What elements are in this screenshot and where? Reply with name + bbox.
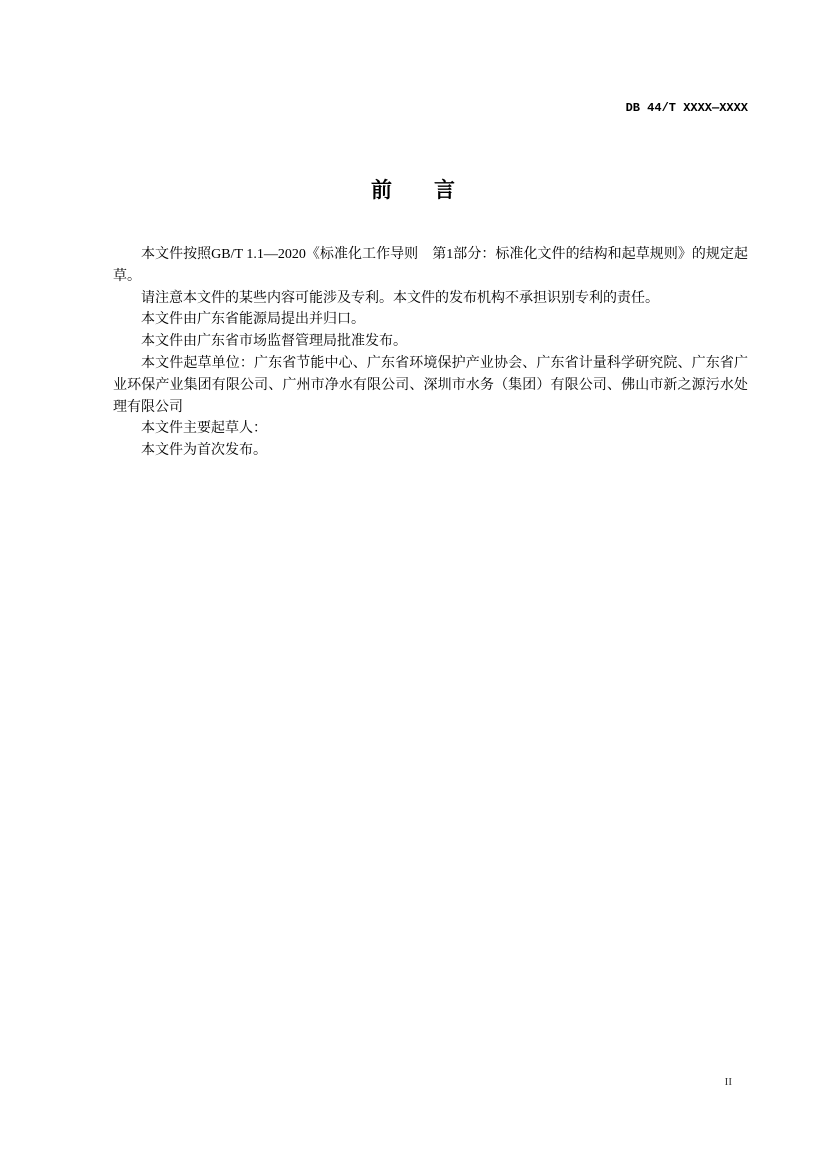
paragraph-approver: 本文件由广东省市场监督管理局批准发布。 [141,334,407,350]
foreword-body [113,244,748,462]
page-number: II [724,1076,732,1088]
paragraph-drafting-rules: 本文件按照GB/T 1.1—2020《标准化工作导则 第1部分：标准化文件的结构和起草规则》的规定起草。 [113,247,748,284]
paragraph-proposer: 本文件由广东省能源局提出并归口。 [141,312,365,328]
paragraph-main-drafters: 本文件主要起草人： [141,421,267,437]
paragraph-drafting-units: 本文件起草单位：广东省节能中心、广东省环境保护产业协会、广东省计量科学研究院、广东省广业环保产业集团有限公司、广州市净水有限公司、深圳市水务（集团）有限公司、佛山市新之源污水处理有限公司 [113,355,748,415]
page-title: 前 言 [371,178,455,202]
paragraph-first-release: 本文件为首次发布。 [141,443,267,459]
document-code: DB 44/T XXXX—XXXX [625,101,748,115]
paragraph-patent-notice: 请注意本文件的某些内容可能涉及专利。本文件的发布机构不承担识别专利的责任。 [141,290,659,306]
